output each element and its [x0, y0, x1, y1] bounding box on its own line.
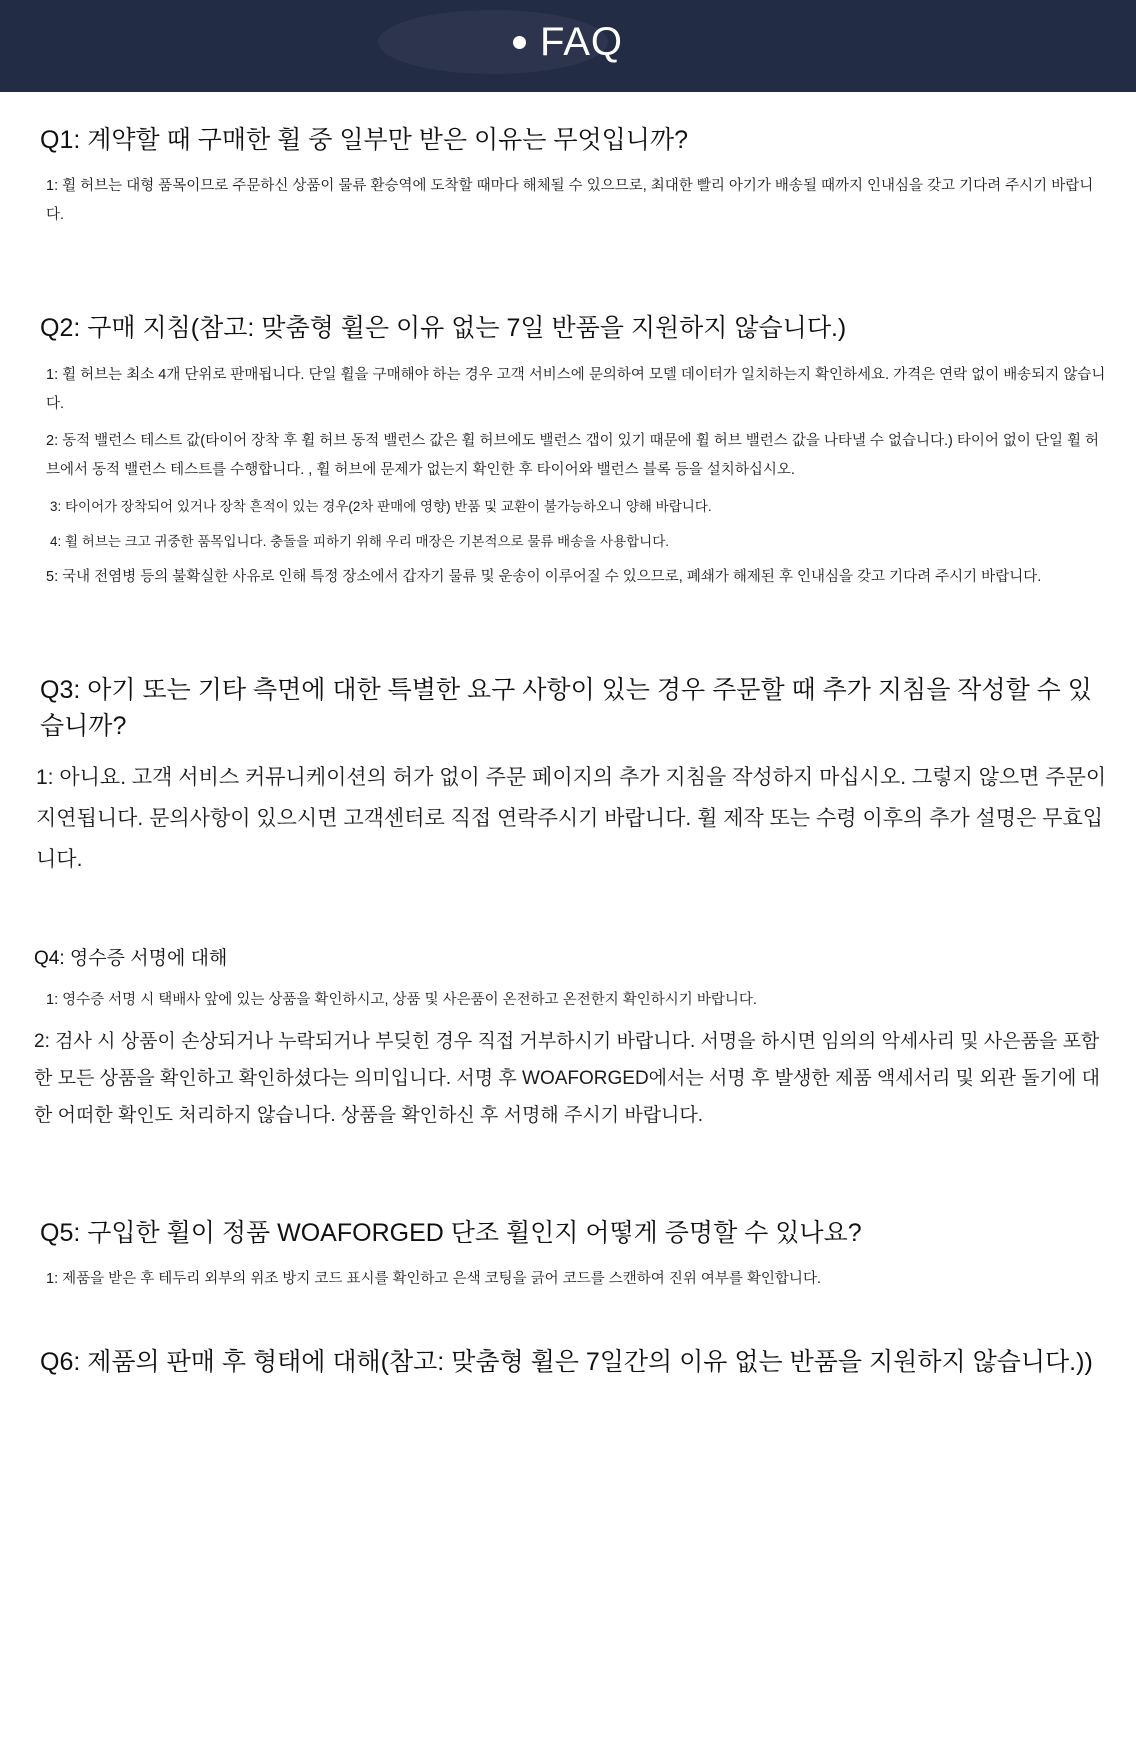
question-q4: Q4: 영수증 서명에 대해 [34, 947, 228, 969]
faq-header [0, 0, 1136, 92]
faq-item-q6 [26, 1344, 1110, 1378]
page-title: FAQ [539, 20, 624, 64]
answer-q5-1: 1: 제품을 받은 후 테두리 외부의 위조 방지 코드 표시를 확인하고 은색 코팅을 긁어 코드를 스캔하여 진위 여부를 확인합니다. [46, 1270, 821, 1287]
bullet-dot-icon [513, 36, 526, 49]
question-q1: Q1: 계약할 때 구매한 휠 중 일부만 받은 이유는 무엇입니까? [40, 126, 689, 154]
section-spacer [26, 600, 1110, 642]
answer-q2-3: 3: 타이어가 장착되어 있거나 장착 흔적이 있는 경우(2차 판매에 영향) 반품 및 교환이 불가능하오니 양해 바랍니다. [50, 498, 712, 514]
faq-item-q4 [26, 945, 1110, 1135]
faq-item-q3 [26, 672, 1110, 881]
section-spacer [26, 1143, 1110, 1185]
faq-title-group [513, 22, 623, 62]
section-spacer [26, 238, 1110, 280]
section-spacer [26, 1302, 1110, 1344]
answer-q2-4: 4: 휠 허브는 크고 귀중한 품목입니다. 충돌을 피하기 위해 우리 매장은 기본적으로 물류 배송을 사용합니다. [50, 533, 669, 549]
question-q6: Q6: 제품의 판매 후 형태에 대해(참고: 맞춤형 휠은 7일간의 이유 없는 반품을 지원하지 않습니다.)) [40, 1347, 1093, 1376]
answer-q3-1: 1: 아니요. 고객 서비스 커뮤니케이션의 허가 없이 주문 페이지의 추가 지침을 작성하지 마십시오. 그렇지 않으면 주문이 지연됩니다. 문의사항이 있으시면 고객센터로 직접 연락주시기 바랍니다. 휠 제작 또는 수령 이후의 추가 설명은 무효입니다. [36, 766, 1107, 871]
question-q2: Q2: 구매 지침(참고: 맞춤형 휠은 이유 없는 7일 반품을 지원하지 않습니다.) [40, 314, 847, 343]
answer-q2-2: 2: 동적 밸런스 테스트 값(타이어 장착 후 휠 허브 동적 밸런스 값은 휠 허브에도 밸런스 갭이 있기 때문에 휠 허브 밸런스 값을 나타낼 수 없습니다.) 타이어 없이 단일 휠 허브에서 동적 밸런스 테스트를 수행합니다. , 휠 허브에 문제가 없는지 확인한 후 타이어와 밸런스 블록 등을 설치하십시오. [46, 432, 1100, 478]
question-q3: Q3: 아기 또는 기타 측면에 대한 특별한 요구 사항이 있는 경우 주문할 때 추가 지침을 작성할 수 있습니까? [40, 675, 1092, 740]
faq-content [0, 122, 1136, 1424]
faq-item-q2 [26, 310, 1110, 591]
answer-q1-1: 1: 휠 허브는 대형 품목이므로 주문하신 상품이 물류 환승역에 도착할 때마다 해체될 수 있으므로, 최대한 빨리 아기가 배송될 때까지 인내심을 갖고 기다려 주시기 바랍니다. [46, 178, 1094, 224]
answer-q2-1: 1: 휠 허브는 최소 4개 단위로 판매됩니다. 단일 휠을 구매해야 하는 경우 고객 서비스에 문의하여 모델 데이터가 일치하는지 확인하세요. 가격은 연락 없이 배송되지 않습니다. [46, 366, 1106, 412]
answer-q2-5: 5: 국내 전염병 등의 불확실한 사유로 인해 특정 장소에서 갑자기 물류 및 운송이 이루어질 수 있으므로, 폐쇄가 해제된 후 인내심을 갖고 기다려 주시기 바랍니다. [46, 568, 1042, 585]
section-spacer [26, 889, 1110, 915]
answer-q4-2: 2: 검사 시 상품이 손상되거나 누락되거나 부딪힌 경우 직접 거부하시기 바랍니다. 서명을 하시면 임의의 악세사리 및 사은품을 포함한 모든 상품을 확인하고 확인하셨다는 의미입니다. 서명 후 WOAFORGED에서는 서명 후 발생한 제품 액세서리 및 외관 돌기에 대한 어떠한 확인도 처리하지 않습니다. 상품을 확인하신 후 서명해 주시기 바랍니다. [34, 1031, 1100, 1127]
faq-item-q1 [26, 122, 1110, 230]
question-q5: Q5: 구입한 휠이 정품 WOAFORGED 단조 휠인지 어떻게 증명할 수 있나요? [40, 1218, 862, 1247]
answer-q4-1: 1: 영수증 서명 시 택배사 앞에 있는 상품을 확인하시고, 상품 및 사은품이 온전하고 온전한지 확인하시기 바랍니다. [46, 992, 757, 1009]
faq-item-q5 [26, 1215, 1110, 1294]
